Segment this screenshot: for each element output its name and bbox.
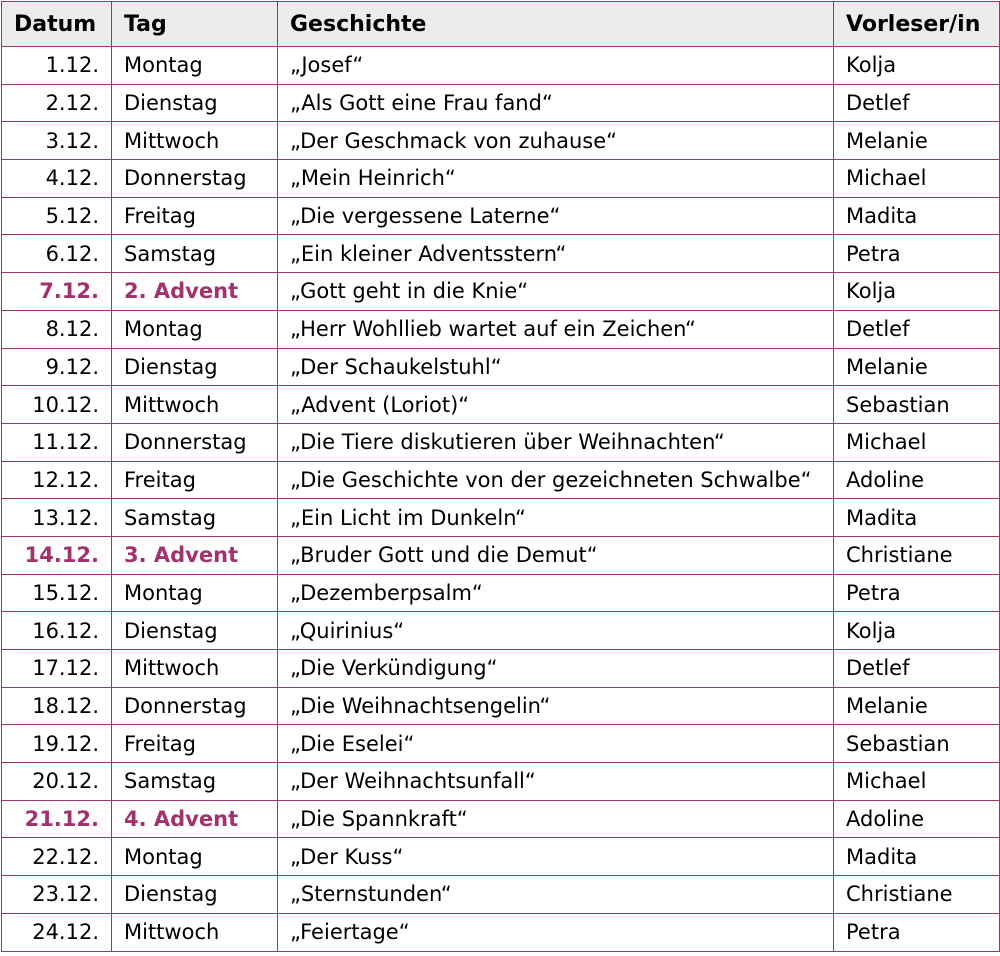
- cell-tag: Dienstag: [112, 612, 278, 650]
- table-row: [2, 273, 1000, 311]
- cell-tag: Mittwoch: [112, 913, 278, 951]
- cell-geschichte: „Die Spannkraft“: [278, 800, 834, 838]
- cell-datum: 6.12.: [2, 235, 112, 273]
- cell-datum: 3.12.: [2, 122, 112, 160]
- cell-datum: 1.12.: [2, 47, 112, 85]
- cell-datum: 13.12.: [2, 499, 112, 537]
- table-row: [2, 838, 1000, 876]
- cell-vorleser: Madita: [834, 197, 1000, 235]
- table-row: [2, 876, 1000, 914]
- cell-datum: 11.12.: [2, 423, 112, 461]
- cell-vorleser: Melanie: [834, 122, 1000, 160]
- cell-datum: 16.12.: [2, 612, 112, 650]
- cell-geschichte: „Der Kuss“: [278, 838, 834, 876]
- cell-vorleser: Madita: [834, 838, 1000, 876]
- table-row: [2, 122, 1000, 160]
- cell-tag: Dienstag: [112, 84, 278, 122]
- cell-tag: Mittwoch: [112, 650, 278, 688]
- cell-vorleser: Christiane: [834, 876, 1000, 914]
- cell-vorleser: Adoline: [834, 800, 1000, 838]
- cell-geschichte: „Der Schaukelstuhl“: [278, 348, 834, 386]
- cell-vorleser: Christiane: [834, 536, 1000, 574]
- cell-tag: Donnerstag: [112, 160, 278, 198]
- header-geschichte: Geschichte: [278, 2, 834, 47]
- table-row: [2, 499, 1000, 537]
- cell-geschichte: „Dezemberpsalm“: [278, 574, 834, 612]
- cell-geschichte: „Ein Licht im Dunkeln“: [278, 499, 834, 537]
- cell-vorleser: Detlef: [834, 84, 1000, 122]
- cell-datum: 20.12.: [2, 763, 112, 801]
- cell-geschichte: „Die Verkündigung“: [278, 650, 834, 688]
- cell-vorleser: Madita: [834, 499, 1000, 537]
- table-header: [2, 2, 1000, 47]
- cell-geschichte: „Sternstunden“: [278, 876, 834, 914]
- header-datum: Datum: [2, 2, 112, 47]
- table-row: [2, 348, 1000, 386]
- cell-datum: 17.12.: [2, 650, 112, 688]
- cell-geschichte: „Die Tiere diskutieren über Weihnachten“: [278, 423, 834, 461]
- cell-tag: Samstag: [112, 235, 278, 273]
- cell-vorleser: Detlef: [834, 650, 1000, 688]
- cell-datum: 22.12.: [2, 838, 112, 876]
- table-body: [2, 47, 1000, 952]
- cell-datum: 7.12.: [2, 273, 112, 311]
- cell-tag: Montag: [112, 310, 278, 348]
- header-vorleser: Vorleser/in: [834, 2, 1000, 47]
- cell-vorleser: Detlef: [834, 310, 1000, 348]
- cell-datum: 18.12.: [2, 687, 112, 725]
- cell-tag: Freitag: [112, 461, 278, 499]
- cell-vorleser: Michael: [834, 423, 1000, 461]
- cell-geschichte: „Quirinius“: [278, 612, 834, 650]
- cell-vorleser: Melanie: [834, 348, 1000, 386]
- cell-geschichte: „Als Gott eine Frau fand“: [278, 84, 834, 122]
- cell-geschichte: „Die Eselei“: [278, 725, 834, 763]
- cell-geschichte: „Der Geschmack von zuhause“: [278, 122, 834, 160]
- header-row: [2, 2, 1000, 47]
- cell-tag: Samstag: [112, 763, 278, 801]
- cell-tag: Montag: [112, 47, 278, 85]
- cell-tag: Montag: [112, 574, 278, 612]
- cell-geschichte: „Ein kleiner Adventsstern“: [278, 235, 834, 273]
- cell-tag: Dienstag: [112, 876, 278, 914]
- cell-vorleser: Melanie: [834, 687, 1000, 725]
- cell-tag: 3. Advent: [112, 536, 278, 574]
- table-row: [2, 423, 1000, 461]
- cell-geschichte: „Die vergessene Laterne“: [278, 197, 834, 235]
- cell-datum: 14.12.: [2, 536, 112, 574]
- cell-datum: 21.12.: [2, 800, 112, 838]
- cell-datum: 10.12.: [2, 386, 112, 424]
- table-row: [2, 84, 1000, 122]
- cell-tag: Donnerstag: [112, 687, 278, 725]
- table-row: [2, 687, 1000, 725]
- cell-geschichte: „Die Geschichte von der gezeichneten Schwalbe“: [278, 461, 834, 499]
- cell-geschichte: „Advent (Loriot)“: [278, 386, 834, 424]
- cell-tag: Dienstag: [112, 348, 278, 386]
- cell-vorleser: Michael: [834, 160, 1000, 198]
- cell-vorleser: Michael: [834, 763, 1000, 801]
- cell-tag: Mittwoch: [112, 386, 278, 424]
- cell-vorleser: Kolja: [834, 273, 1000, 311]
- cell-tag: 2. Advent: [112, 273, 278, 311]
- cell-geschichte: „Mein Heinrich“: [278, 160, 834, 198]
- cell-tag: Freitag: [112, 725, 278, 763]
- table-row: [2, 197, 1000, 235]
- cell-datum: 19.12.: [2, 725, 112, 763]
- table-row: [2, 650, 1000, 688]
- table-row: [2, 612, 1000, 650]
- cell-geschichte: „Josef“: [278, 47, 834, 85]
- cell-geschichte: „Die Weihnachtsengelin“: [278, 687, 834, 725]
- table-row: [2, 47, 1000, 85]
- table-row: [2, 386, 1000, 424]
- cell-tag: 4. Advent: [112, 800, 278, 838]
- cell-datum: 24.12.: [2, 913, 112, 951]
- cell-vorleser: Adoline: [834, 461, 1000, 499]
- cell-datum: 2.12.: [2, 84, 112, 122]
- cell-datum: 9.12.: [2, 348, 112, 386]
- cell-vorleser: Kolja: [834, 47, 1000, 85]
- table-row: [2, 310, 1000, 348]
- cell-geschichte: „Bruder Gott und die Demut“: [278, 536, 834, 574]
- table-row: [2, 725, 1000, 763]
- table-row: [2, 763, 1000, 801]
- table-row: [2, 574, 1000, 612]
- cell-geschichte: „Herr Wohllieb wartet auf ein Zeichen“: [278, 310, 834, 348]
- cell-vorleser: Sebastian: [834, 386, 1000, 424]
- cell-vorleser: Sebastian: [834, 725, 1000, 763]
- cell-datum: 4.12.: [2, 160, 112, 198]
- cell-geschichte: „Feiertage“: [278, 913, 834, 951]
- cell-datum: 12.12.: [2, 461, 112, 499]
- cell-datum: 23.12.: [2, 876, 112, 914]
- table-row: [2, 235, 1000, 273]
- cell-vorleser: Petra: [834, 574, 1000, 612]
- cell-datum: 8.12.: [2, 310, 112, 348]
- cell-tag: Samstag: [112, 499, 278, 537]
- cell-vorleser: Kolja: [834, 612, 1000, 650]
- cell-geschichte: „Der Weihnachtsunfall“: [278, 763, 834, 801]
- table-row: [2, 160, 1000, 198]
- cell-datum: 5.12.: [2, 197, 112, 235]
- table-row: [2, 800, 1000, 838]
- advent-reading-schedule-table: [1, 1, 1000, 952]
- table-row: [2, 536, 1000, 574]
- table-row: [2, 461, 1000, 499]
- table-row: [2, 913, 1000, 951]
- cell-datum: 15.12.: [2, 574, 112, 612]
- cell-vorleser: Petra: [834, 235, 1000, 273]
- cell-tag: Montag: [112, 838, 278, 876]
- cell-tag: Mittwoch: [112, 122, 278, 160]
- cell-tag: Donnerstag: [112, 423, 278, 461]
- cell-tag: Freitag: [112, 197, 278, 235]
- cell-geschichte: „Gott geht in die Knie“: [278, 273, 834, 311]
- header-tag: Tag: [112, 2, 278, 47]
- cell-vorleser: Petra: [834, 913, 1000, 951]
